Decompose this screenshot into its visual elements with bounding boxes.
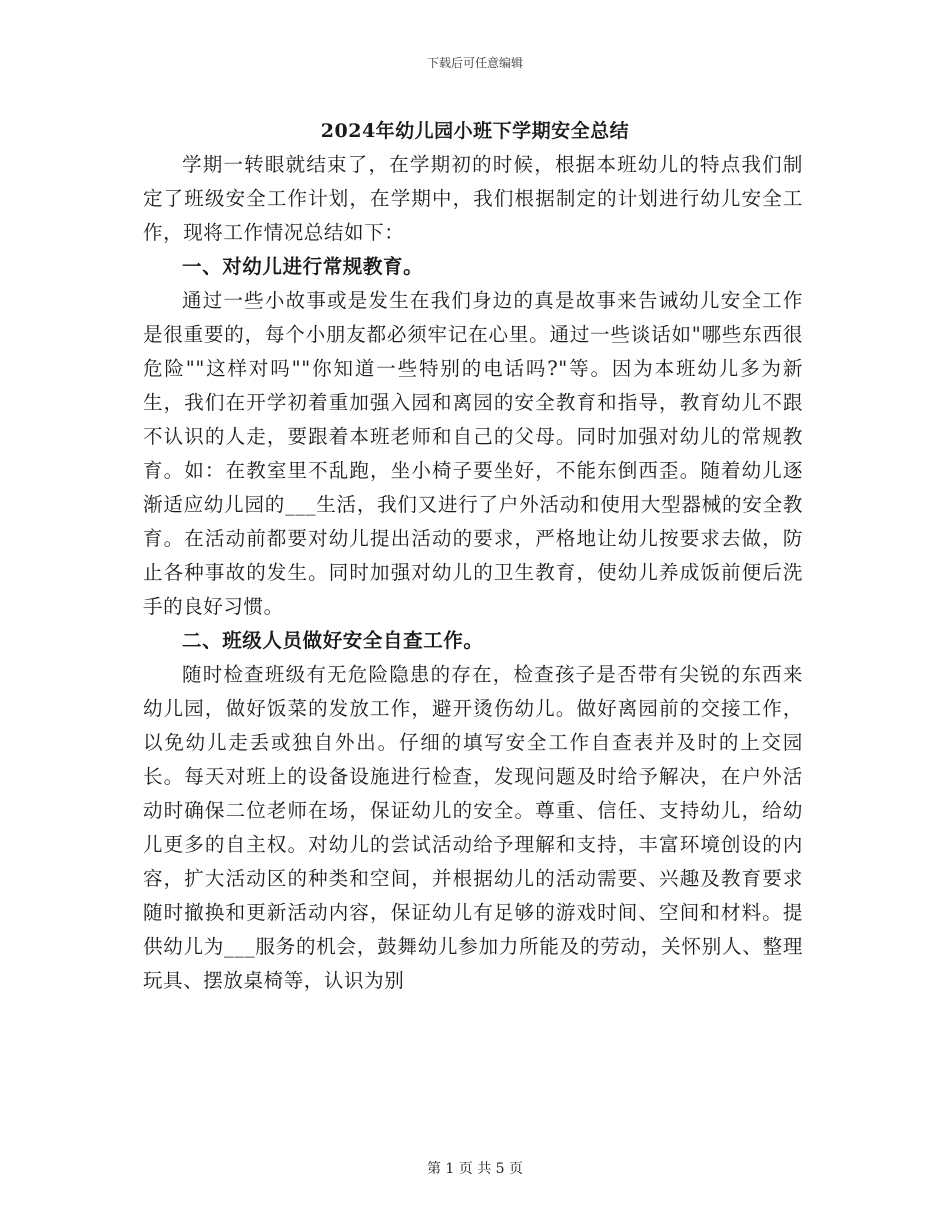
section-heading-2: 二、班级人员做好安全自查工作。 (182, 629, 484, 652)
document-title: 2024年幼儿园小班下学期安全总结 (320, 120, 630, 142)
document-body (143, 148, 803, 998)
page-number-footer: 第 1 页 共 5 页 (426, 1161, 524, 1177)
section-heading-1: 一、对幼儿进行常规教育。 (182, 255, 424, 278)
section-1-paragraph: 通过一些小故事或是发生在我们身边的真是故事来告诫幼儿安全工作是很重要的，每个小朋友都必须牢记在心里。通过一些谈话如"哪些东西很危险""这样对吗""你知道一些特别的电话吗?"等。因为本班幼儿多为新生，我们在开学初着重加强入园和离园的安全教育和指导，教育幼儿不跟不认识的人走，要跟着本班老师和自己的父母。同时加强对幼儿的常规教育。如：在教室里不乱跑，坐小椅子要坐好，不能东倒西歪。随着幼儿逐渐适应幼儿园的___生活，我们又进行了户外活动和使用大型器械的安全教育。在活动前都要对幼儿提出活动的要求，严格地让幼儿按要求去做，防止各种事故的发生。同时加强对幼儿的卫生教育，使幼儿养成饭前便后洗手的良好习惯。 (143, 289, 803, 618)
intro-paragraph: 学期一转眼就结束了，在学期初的时候，根据本班幼儿的特点我们制定了班级安全工作计划，在学期中，我们根据制定的计划进行幼儿安全工作，现将工作情况总结如下： (143, 153, 803, 244)
section-2-paragraph: 随时检查班级有无危险隐患的存在，检查孩子是否带有尖锐的东西来幼儿园，做好饭菜的发放工作，避开烫伤幼儿。做好离园前的交接工作，以免幼儿走丢或独自外出。仔细的填写安全工作自查表并及时的上交园长。每天对班上的设备设施进行检查，发现问题及时给予解决，在户外活动时确保二位老师在场，保证幼儿的安全。尊重、信任、支持幼儿，给幼儿更多的自主权。对幼儿的尝试活动给予理解和支持，丰富环境创设的内容，扩大活动区的种类和空间，并根据幼儿的活动需要、兴趣及教育要求随时撤换和更新活动内容，保证幼儿有足够的游戏时间、空间和材料。提供幼儿为___服务的机会，鼓舞幼儿参加力所能及的劳动，关怀别人、整理玩具、摆放桌椅等，认识为别 (143, 663, 803, 992)
page-header-note: 下载后可任意编辑 (426, 56, 523, 70)
